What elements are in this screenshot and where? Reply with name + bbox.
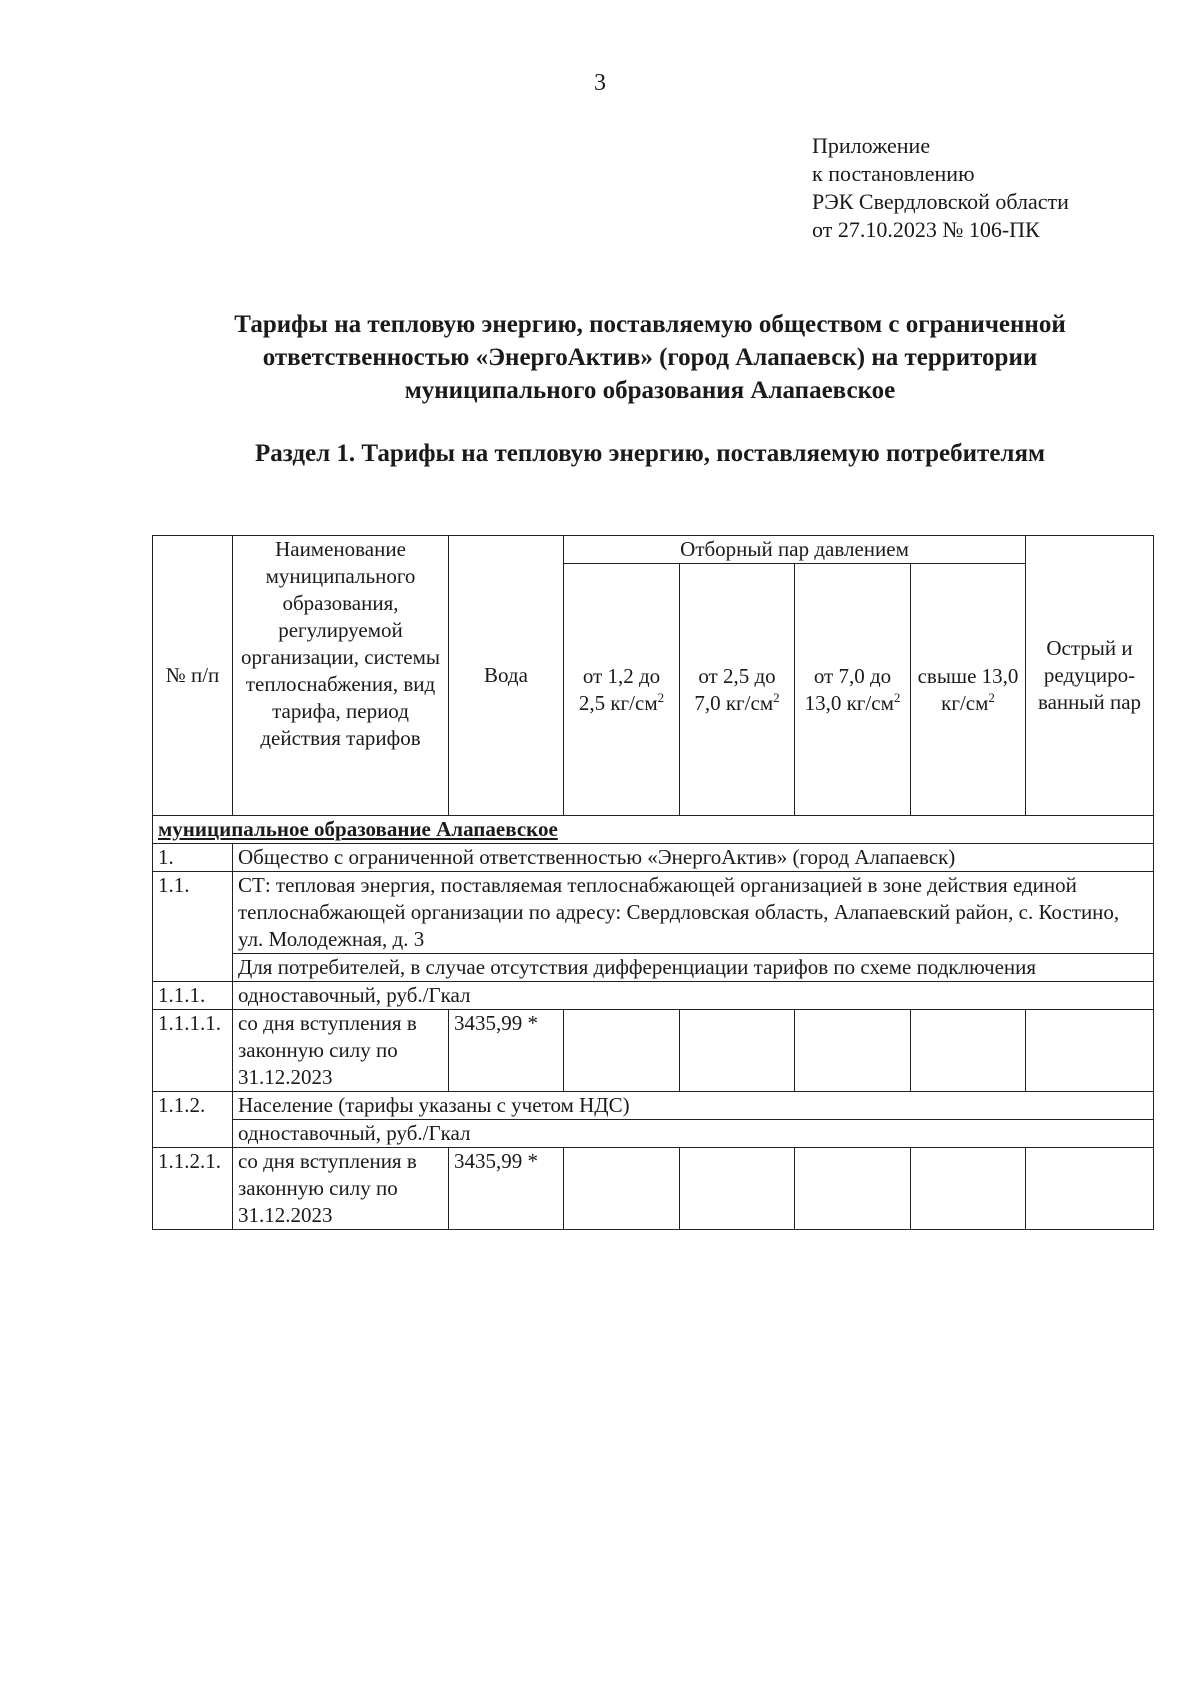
- table-row: [153, 982, 1154, 1010]
- title-line: Тарифы на тепловую энергию, поставляемую обществом с ограниченной: [234, 311, 1066, 338]
- header-pressure-2: от 2,5 до 7,0 $кг/см^2$: [680, 564, 795, 816]
- row-num: 1.1.: [153, 872, 233, 982]
- empty-cell: [1026, 1010, 1154, 1092]
- empty-cell: [795, 1010, 911, 1092]
- empty-cell: [564, 1010, 680, 1092]
- table-row: [153, 954, 1154, 982]
- row-text: Население (тарифы указаны с учетом НДС): [233, 1092, 1154, 1120]
- table-row: [153, 872, 1154, 954]
- row-num: 1.: [153, 844, 233, 872]
- empty-cell: [1026, 1148, 1154, 1230]
- header-water: Вода: [449, 536, 564, 816]
- row-text: одноставочный, руб./Гкал: [233, 1120, 1154, 1148]
- table-row: [153, 1010, 1154, 1092]
- water-tariff-value: 3435,99 *: [449, 1010, 564, 1092]
- row-text: Общество с ограниченной ответственностью «ЭнергоАктив» (город Алапаевск): [233, 844, 1154, 872]
- page-number: 3: [594, 70, 606, 96]
- header-num: № п/п: [153, 536, 233, 816]
- tariff-table: [152, 535, 1154, 1230]
- header-pressure-4: свыше 13,0 $кг/см^2$: [911, 564, 1026, 816]
- table-row: [153, 844, 1154, 872]
- row-text: Для потребителей, в случае отсутствия дифференциации тарифов по схеме подключения: [233, 954, 1154, 982]
- table-row: [153, 1148, 1154, 1230]
- appendix-line: РЭК Свердловской области: [812, 189, 1069, 214]
- table-row: [153, 816, 1154, 844]
- header-steam-group: Отборный пар давлением: [564, 536, 1026, 564]
- empty-cell: [911, 1010, 1026, 1092]
- title-line: муниципального образования Алапаевское: [404, 377, 896, 404]
- empty-cell: [911, 1148, 1026, 1230]
- header-name: Наименование муниципального образования, регулируемой организации, системы теплоснабжения, вид тарифа, период действия тарифов: [233, 536, 449, 816]
- document-title: [150, 308, 1150, 407]
- appendix-line: Приложение: [812, 133, 931, 158]
- empty-cell: [680, 1148, 795, 1230]
- empty-cell: [680, 1010, 795, 1092]
- row-period: со дня вступления в законную силу по 31.12.2023: [233, 1010, 449, 1092]
- municipality-name: муниципальное образование Алапаевское: [153, 816, 1154, 844]
- row-num: 1.1.2.1.: [153, 1148, 233, 1230]
- appendix-note: [812, 132, 1069, 244]
- appendix-line: от 27.10.2023 № 106-ПК: [812, 217, 1040, 242]
- row-period: со дня вступления в законную силу по 31.12.2023: [233, 1148, 449, 1230]
- section-title: Раздел 1. Тарифы на тепловую энергию, поставляемую потребителям: [254, 440, 1046, 467]
- table-row: [153, 1120, 1154, 1148]
- appendix-line: к постановлению: [812, 161, 975, 186]
- header-pressure-3: от 7,0 до 13,0 $кг/см^2$: [795, 564, 911, 816]
- row-text: одноставочный, руб./Гкал: [233, 982, 1154, 1010]
- empty-cell: [564, 1148, 680, 1230]
- row-num: 1.1.1.1.: [153, 1010, 233, 1092]
- row-num: 1.1.2.: [153, 1092, 233, 1148]
- row-num: 1.1.1.: [153, 982, 233, 1010]
- row-text: СТ: тепловая энергия, поставляемая теплоснабжающей организацией в зоне действия единой теплоснабжающей организации по адресу: Свердловская область, Алапаевский район, с. Костино, ул. Молодежная, д. 3: [233, 872, 1154, 954]
- table-row: [153, 1092, 1154, 1120]
- header-pressure-1: от 1,2 до 2,5 $кг/см^2$: [564, 564, 680, 816]
- header-sharp-steam: Острый и редуциро-ванный пар: [1026, 536, 1154, 816]
- water-tariff-value: 3435,99 *: [449, 1148, 564, 1230]
- title-line: ответственностью «ЭнергоАктив» (город Алапаевск) на территории: [262, 344, 1038, 371]
- empty-cell: [795, 1148, 911, 1230]
